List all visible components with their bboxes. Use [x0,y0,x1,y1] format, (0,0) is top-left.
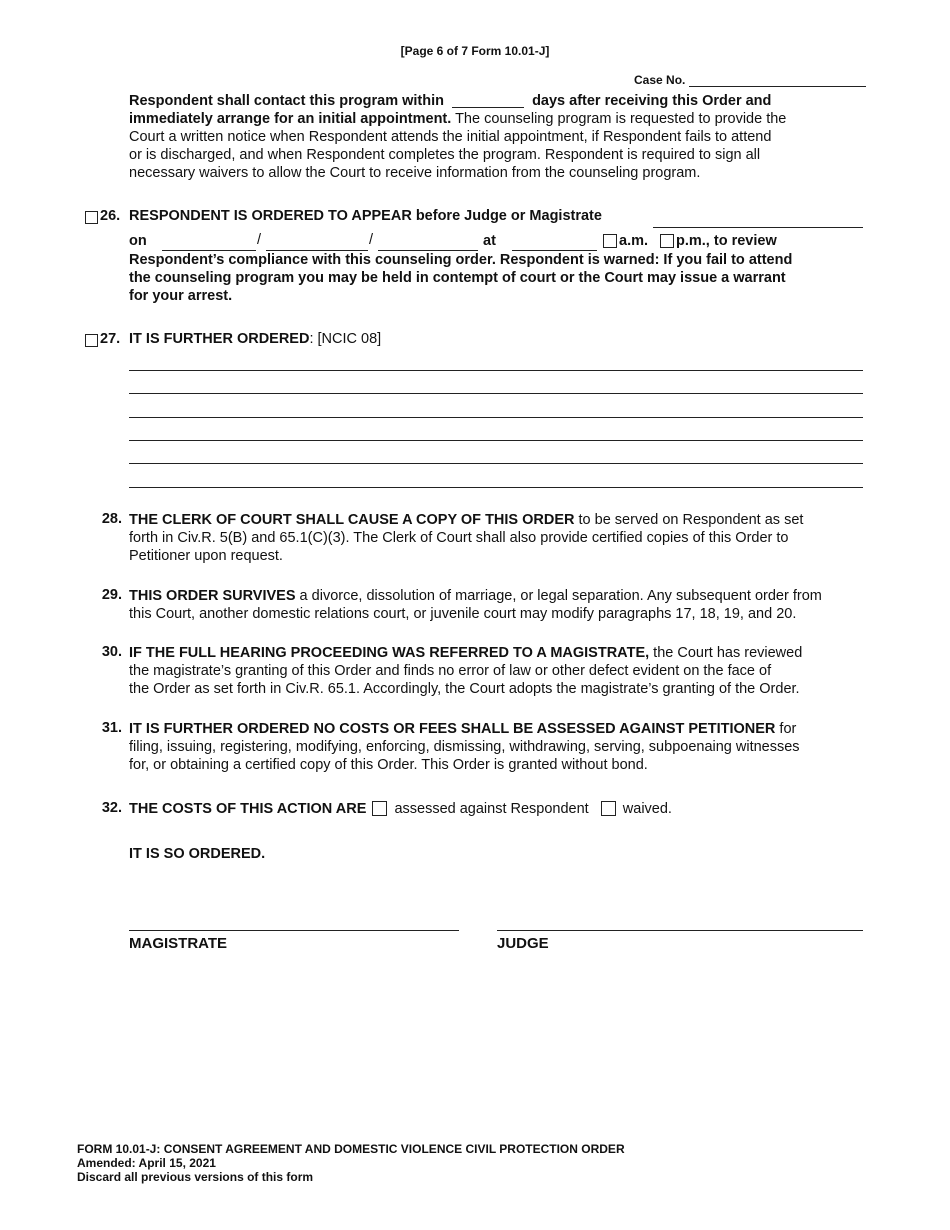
item-27-number: 27. [100,331,121,347]
judge-signature-line[interactable] [497,930,863,931]
item-26-checkbox[interactable] [85,211,98,224]
item-30-bold: IF THE FULL HEARING PROCEEDING WAS REFERRED TO A MAGISTRATE, [129,645,650,661]
item-31-line-3: for, or obtaining a certified copy of this Order. This Order is granted without bond. [129,757,648,773]
item-32-number: 32. [101,800,122,816]
item-28-line-3: Petitioner upon request. [129,548,283,564]
case-no-label: Case No. [634,73,686,87]
counseling-text-line-4: or is discharged, and when Respondent completes the program. Respondent is required to sign all [129,147,761,163]
counseling-text-bold-3: immediately arrange for an initial appointment. [129,111,452,127]
judge-label: JUDGE [497,935,549,952]
am-checkbox-wrap [603,234,617,250]
days-field[interactable] [452,95,524,108]
item-31-number: 31. [101,720,122,736]
item-31-text-1: for [775,721,797,737]
item-29-text-1: a divorce, dissolution of marriage, or legal separation. Any subsequent order from [295,588,822,604]
item-27-checkbox-wrap [85,333,98,349]
counseling-text-line-3: Court a written notice when Respondent attends the initial appointment, if Respondent fails to attend [129,129,772,145]
case-no-field[interactable] [689,86,866,87]
am-label: a.m. [619,233,649,249]
item-27-checkbox[interactable] [85,334,98,347]
item-32-bold: THE COSTS OF THIS ACTION ARE [129,801,367,817]
form-footer [77,1142,625,1184]
counseling-text-bold-2: days after receiving this Order and [532,93,772,109]
item-26-on-label: on [129,233,147,249]
footer-amended: Amended: April 15, 2021 [77,1156,216,1170]
item-27-suffix: : [NCIC 08] [309,331,382,347]
item-26-title: RESPONDENT IS ORDERED TO APPEAR before Judge or Magistrate [129,208,602,224]
footer-form-title: FORM 10.01-J: CONSENT AGREEMENT AND DOMESTIC VIOLENCE CIVIL PROTECTION ORDER [77,1142,625,1156]
further-order-line-3[interactable] [129,417,863,418]
item-31-text [129,720,869,774]
item-31-bold: IT IS FURTHER ORDERED NO COSTS OR FEES SHALL BE ASSESSED AGAINST PETITIONER [129,721,776,737]
item-31-line-2: filing, issuing, registering, modifying, enforcing, dismissing, withdrawing, serving, subpoenaing witnesses [129,739,800,755]
counseling-text-bold-1: Respondent shall contact this program within [129,93,444,109]
item-26-line-3: the counseling program you may be held in contempt of court or the Court may issue a warrant [129,270,786,286]
item-29-text [129,587,869,623]
magistrate-signature-line[interactable] [129,930,459,931]
item-30-line-2: the magistrate’s granting of this Order and finds no error of law or other defect evident on the face of [129,663,772,679]
item-26-warning [129,251,869,305]
item-28-bold: THE CLERK OF COURT SHALL CAUSE A COPY OF THIS ORDER [129,512,575,528]
item-29-number: 29. [101,587,122,603]
item-28-text [129,511,869,565]
costs-waived-label: waived. [622,801,672,817]
further-order-line-5[interactable] [129,463,863,464]
costs-assessed-checkbox[interactable] [372,801,387,816]
counseling-text-3: The counseling program is requested to provide the [455,111,787,127]
item-30-line-3: the Order as set forth in Civ.R. 65.1. Accordingly, the Court adopts the magistrate’s granting of the Order. [129,681,800,697]
pm-checkbox-wrap [660,234,674,250]
pm-label: p.m., to review [676,233,777,249]
pm-checkbox[interactable] [660,234,674,248]
item-30-text-1: the Court has reviewed [649,645,803,661]
counseling-text-line-5: necessary waivers to allow the Court to receive information from the counseling program. [129,165,701,181]
item-28-number: 28. [101,511,122,527]
item-32-text [129,800,672,818]
costs-assessed-label: assessed against Respondent [394,801,589,817]
item-26-line-4: for your arrest. [129,288,233,304]
further-order-line-2[interactable] [129,393,863,394]
item-26-at-label: at [483,233,496,249]
item-27-heading [129,331,381,347]
judge-magistrate-name-field[interactable] [653,227,863,228]
further-order-line-6[interactable] [129,487,863,488]
magistrate-label: MAGISTRATE [129,935,228,952]
item-26-checkbox-wrap [85,210,98,226]
item-28-line-2: forth in Civ.R. 5(B) and 65.1(C)(3). The Clerk of Court shall also provide certified copies of this Order to [129,530,789,546]
item-29-line-2: this Court, another domestic relations court, or juvenile court may modify paragraphs 17, 18, 19, and 20. [129,606,797,622]
item-28-text-1: to be served on Respondent as set [574,512,804,528]
so-ordered: IT IS SO ORDERED. [129,846,266,862]
footer-discard-notice: Discard all previous versions of this form [77,1170,314,1184]
item-29-bold: THIS ORDER SURVIVES [129,588,296,604]
page-indicator: [Page 6 of 7 Form 10.01-J] [400,44,550,58]
item-26-line-2: Respondent’s compliance with this counseling order. Respondent is warned: If you fail to attend [129,252,793,268]
item-26-number: 26. [100,208,121,224]
item-30-number: 30. [101,644,122,660]
am-checkbox[interactable] [603,234,617,248]
item-30-text [129,644,869,698]
further-order-line-1[interactable] [129,370,863,371]
date-slash-2: / [369,232,374,248]
item-27-title: IT IS FURTHER ORDERED [129,331,310,347]
date-slash-1: / [257,232,262,248]
costs-waived-checkbox[interactable] [601,801,616,816]
further-order-line-4[interactable] [129,440,863,441]
counseling-paragraph [129,92,869,182]
